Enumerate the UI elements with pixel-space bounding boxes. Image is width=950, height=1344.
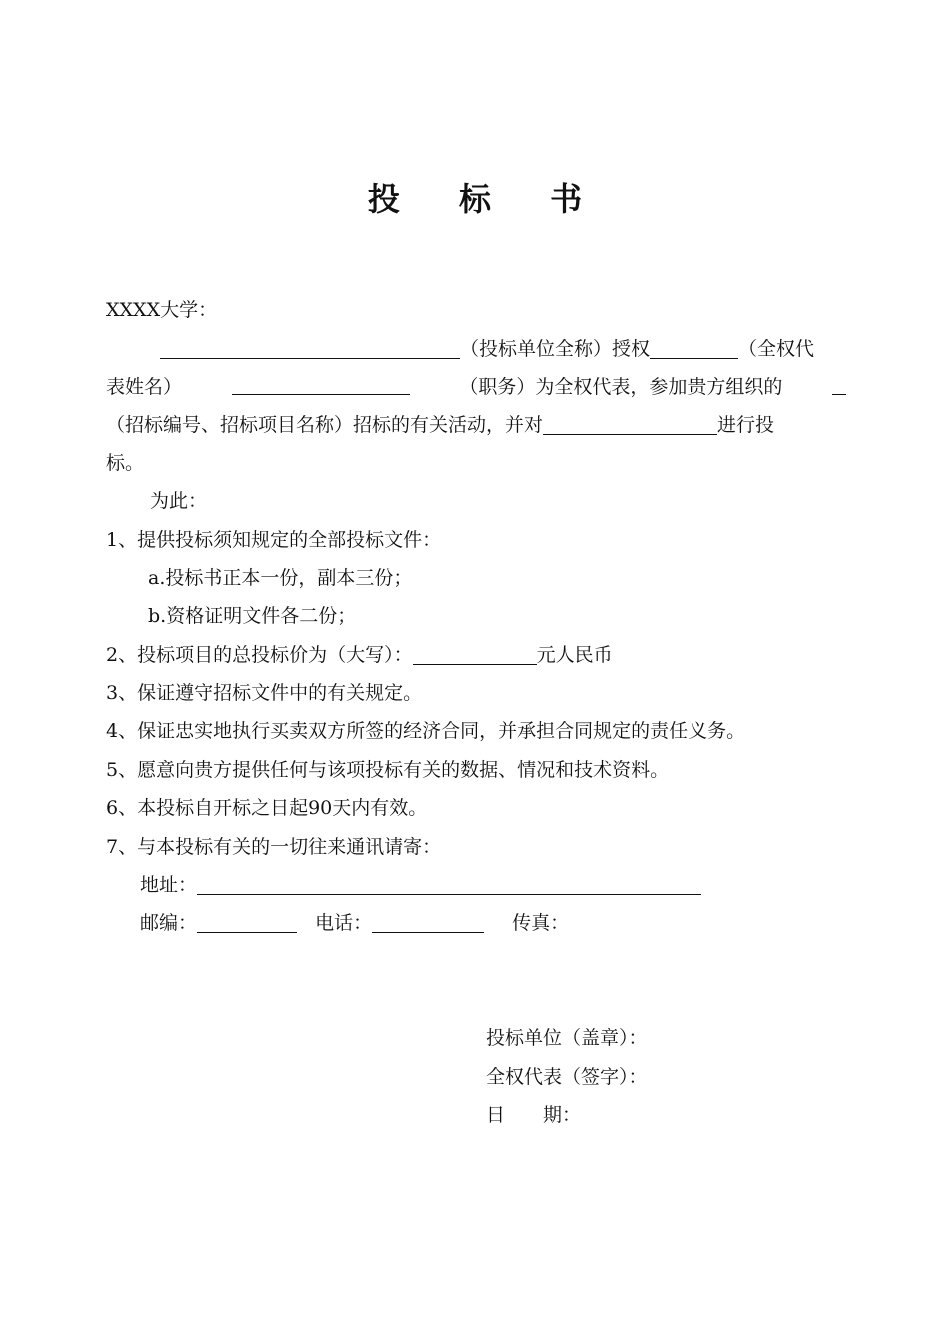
phone-label: 电话： (315, 912, 373, 934)
position-blank[interactable] (232, 374, 410, 395)
bidder-unit-seal-label: 投标单位（盖章）： (486, 1027, 648, 1049)
para1-line3: （招标编号、招标项目名称）招标的有关活动，并对 进行投 (106, 414, 775, 436)
postcode-blank[interactable] (197, 912, 297, 933)
fax-label: 传真： (512, 912, 570, 934)
item-5: 5、愿意向贵方提供任何与该项投标有关的数据、情况和技术资料。 (106, 759, 670, 781)
item-2: 2、投标项目的总投标价为（大写）： 元人民币 (106, 644, 613, 666)
postcode-label: 邮编： (140, 912, 198, 934)
contact-row (140, 910, 569, 936)
address-row (140, 872, 701, 898)
for-this-label: 为此： (150, 490, 208, 512)
representative-signature-label: 全权代表（签字）： (486, 1066, 648, 1088)
representative-name-blank[interactable] (650, 338, 738, 359)
address-blank[interactable] (197, 874, 701, 895)
total-price-blank[interactable] (413, 644, 537, 665)
item-3: 3、保证遵守招标文件中的有关规定。 (106, 682, 423, 704)
date-label: 日 期： (486, 1104, 582, 1126)
para1-line1: （投标单位全称）授权 （全权代 (160, 336, 814, 362)
tender-number-blank[interactable] (832, 374, 846, 395)
document-title: 投 标 书 (367, 180, 607, 218)
salutation: XXXX大学： (106, 299, 218, 321)
item-1: 1、提供投标须知规定的全部投标文件： (106, 529, 442, 551)
item-1a: a.投标书正本一份，副本三份； (148, 567, 413, 589)
phone-blank[interactable] (372, 912, 484, 933)
item-4: 4、保证忠实地执行买卖双方所签的经济合同，并承担合同规定的责任义务。 (106, 720, 746, 742)
item-7: 7、与本投标有关的一切往来通讯请寄： (106, 836, 442, 858)
item-1b: b.资格证明文件各二份； (148, 605, 357, 627)
address-label: 地址： (140, 874, 198, 896)
bidder-name-blank[interactable] (160, 338, 460, 359)
para1-line4: 标。 (106, 452, 145, 474)
bid-subject-blank[interactable] (543, 414, 717, 435)
item-6: 6、本投标自开标之日起90天内有效。 (106, 797, 428, 819)
para1-line2: 表姓名） （职务）为全权代表，参加贵方组织的 (106, 374, 846, 400)
